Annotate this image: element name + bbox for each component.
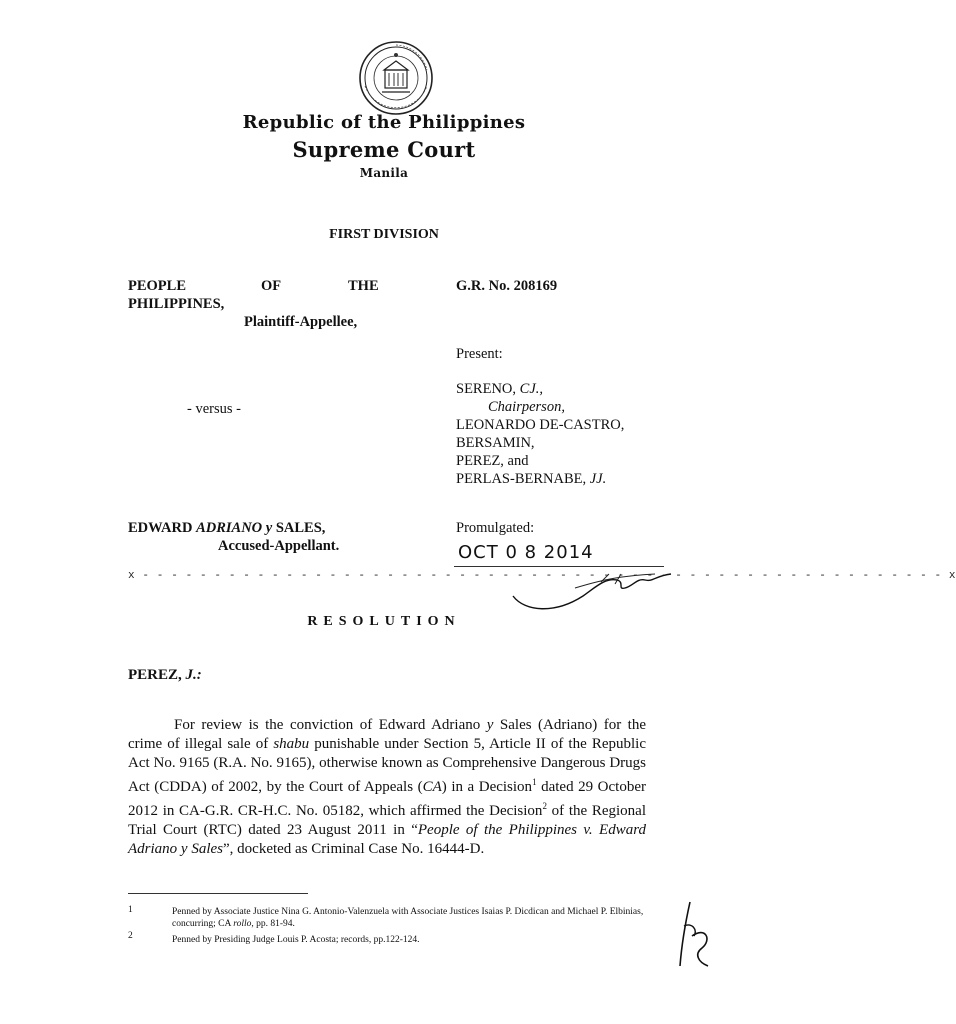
footnote-ref-1[interactable]: 1 [532, 777, 537, 787]
plaintiff-role: Plaintiff-Appellee, [244, 314, 358, 330]
footnote-2-number: 2 [128, 931, 133, 941]
accused-name [128, 519, 325, 537]
justice-bersamin: BERSAMIN, [456, 435, 535, 451]
promulgated-label: Promulgated: [456, 520, 535, 536]
footnote-2-text: Penned by Presiding Judge Louis P. Acosta; records, pp.122-124. [172, 935, 420, 945]
accused-second-surname: SALES, [275, 520, 326, 536]
footnote-rule [128, 893, 308, 894]
handwritten-initials [672, 896, 716, 972]
accused-y: y [262, 520, 276, 536]
supreme-court-seal [358, 40, 434, 116]
footnote-1-number: 1 [128, 905, 133, 915]
signature-line [454, 566, 664, 567]
gr-number: G.R. No. 208169 [456, 278, 558, 294]
plaintiff-line-2: PHILIPPINES, [128, 296, 225, 312]
present-label: Present: [456, 346, 503, 362]
versus-text: - versus - [187, 401, 241, 417]
header-city: Manila [359, 166, 409, 180]
footnote-1-text: Penned by Associate Justice Nina G. Antonio-Valenzuela with Associate Justices Isaias P. Dicdican and Michael P. Elbinias, concurring; CA rollo, pp. 81-94. [172, 907, 644, 929]
accused-role: Accused-Appellant. [218, 538, 340, 554]
body-paragraph-1: For review is the conviction of Edward Adriano y Sales (Adriano) for the crime of illegal sale of shabu punishable under Section 5, Article II of the Republic Act No. 9165 (R.A. No. 9165), otherwise known as Comprehensive Dangerous Drugs Act (CDDA) of 2002, by the Court of Appeals (CA) in a Decision$^1$ dated 29 October 2012 in CA-G.R. CR-H.C. No. 05182, which affirmed the Decision$^2$ of the Regional Trial Court (RTC) dated 23 August 2011 in “People of the Philippines v. Edward Adriano y Sales”, docketed as Criminal Case No. 16444-D. [128, 717, 647, 857]
division-heading: FIRST DIVISION [329, 227, 439, 242]
plaintiff-word-1: PEOPLE [128, 278, 187, 294]
accused-surname: ADRIANO [196, 520, 263, 536]
document-title: RESOLUTION [307, 614, 461, 629]
resolution-body [128, 716, 646, 859]
justice-perez: PEREZ, and [456, 453, 529, 469]
justice-leonardo-de-castro: LEONARDO DE-CASTRO, [456, 417, 625, 433]
plaintiff-word-2: OF [261, 278, 282, 294]
header-republic: Republic of the Philippines [242, 112, 526, 133]
clerk-signature [505, 568, 675, 616]
header-court: Supreme Court [292, 137, 476, 162]
justice-chairperson: Chairperson, [488, 399, 565, 415]
justice-sereno: SERENO, CJ., [456, 381, 544, 397]
caption-separator: x - - - - - - - - - - - - - - - - - - - - - - - - - - - - - - - - - - - - - - - - - - - - - - - - - - - - - - - - x [128, 570, 956, 582]
accused-first-name: EDWARD [128, 520, 197, 536]
justice-perlas-bernabe: PERLAS-BERNABE, JJ. [456, 471, 607, 487]
promulgated-date-stamp: OCT 0 8 2014 [458, 542, 594, 563]
footnote-ref-2[interactable]: 2 [542, 801, 547, 811]
ponente: PEREZ, J.: [128, 667, 202, 683]
plaintiff-word-3: THE [348, 278, 379, 294]
